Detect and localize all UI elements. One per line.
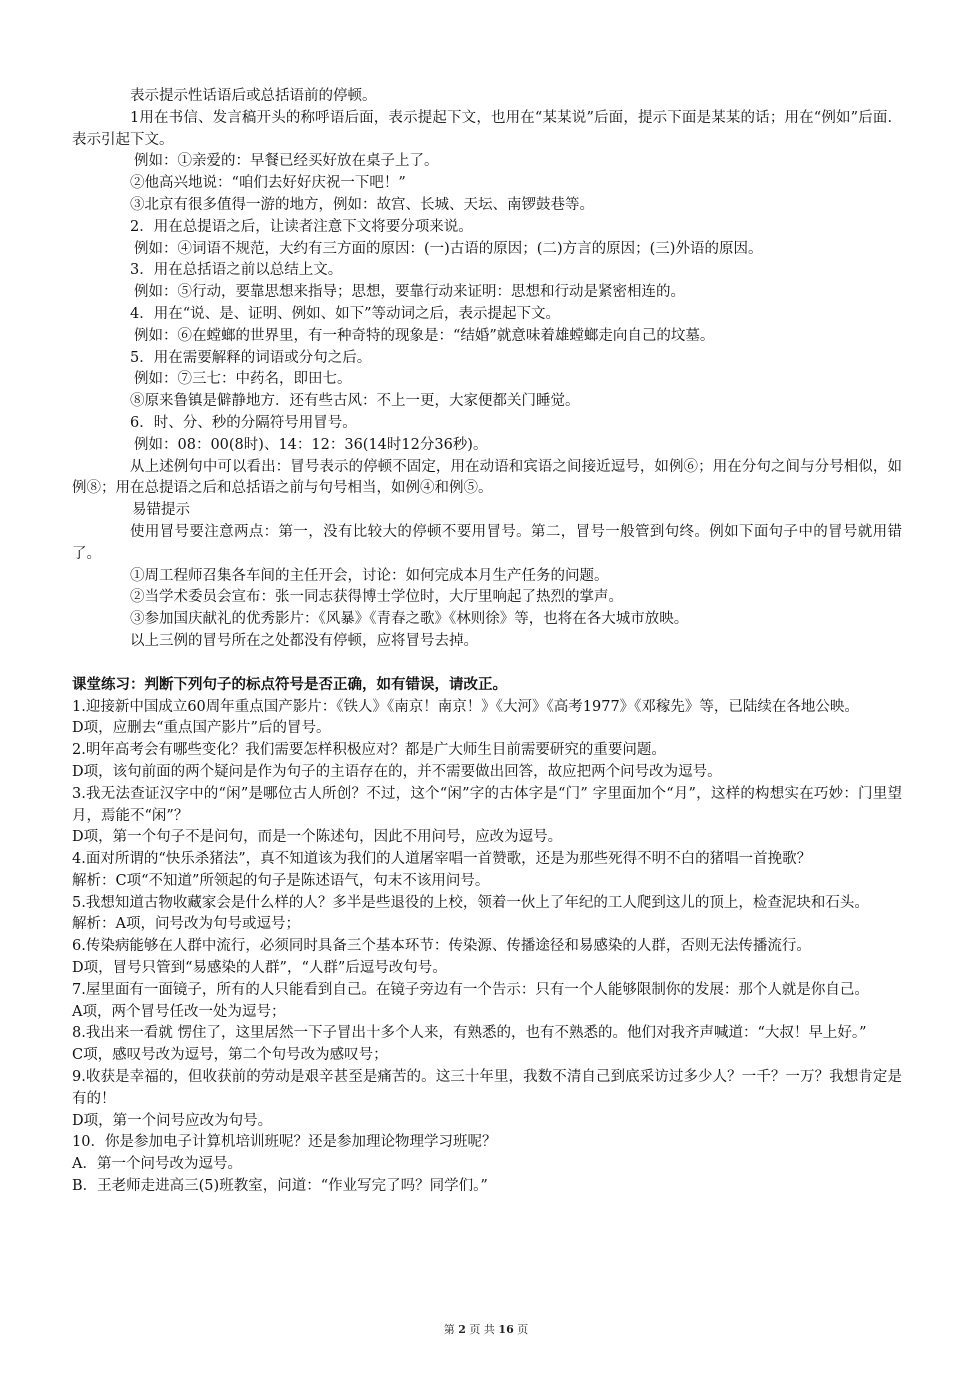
rule-line: 4．用在“说、是、证明、例如、如下”等动词之后，表示提起下文。 [130, 305, 561, 322]
text-line: 以上三例的冒号所在之处都没有停顿，应将冒号去掉。 [130, 632, 478, 649]
footer-mid: 页 共 [469, 1323, 495, 1336]
question: 4.面对所谓的“快乐杀猪法”，真不知道该为我们的人道屠宰唱一首赞歌，还是为那些死得不明不白的猪唱一首挽歌？ [72, 851, 812, 868]
answer: D项，冒号只管到“易感染的人群”，“人群”后逗号改句号。 [72, 960, 447, 977]
practice-heading: 课堂练习：判断下列句子的标点符号是否正确，如有错误，请改正。 [72, 676, 507, 693]
rule-line: 3．用在总括语之前以总结上文。 [130, 262, 343, 279]
answer: 解析：C项“不知道”所领起的句子是陈述语气，句末不该用问号。 [72, 872, 490, 889]
section-label: 易错提示 [132, 502, 190, 519]
footer-suffix: 页 [517, 1323, 529, 1336]
example-line: 例如：①亲爱的：早餐已经买好放在桌子上了。 [134, 153, 439, 170]
text-paragraph: 从上述例句中可以看出：冒号表示的停顿不固定，用在动语和宾语之间接近逗号，如例⑥；用在分句之间与分号相似，如例⑧；用在总提语之后和总括语之前与句号相当，如例④和例⑤。 [72, 458, 902, 497]
example-line: ①周工程师召集各车间的主任开会，讨论：如何完成本月生产任务的问题。 [130, 567, 609, 584]
page-footer [0, 1321, 972, 1337]
page-number: 2 [458, 1323, 466, 1336]
example-line: 例如：⑥在螳螂的世界里，有一种奇特的现象是：“结婚”就意味着雄螳螂走向自己的坟墓。 [134, 327, 715, 344]
question: 3.我无法查证汉字中的“闲”是哪位古人所创？不过，这个“闲”字的古体字是“门” 字里面加个“月”，这样的构想实在巧妙：门里望月，焉能不“闲”？ [72, 785, 902, 824]
example-line: ②当学术委员会宣布：张一同志获得博士学位时，大厅里响起了热烈的掌声。 [130, 589, 623, 606]
option: B．王老师走进高三(5)班教室，问道：“作业写完了吗？同学们。” [72, 1178, 488, 1195]
footer-prefix: 第 [443, 1323, 455, 1336]
example-line: ③北京有很多值得一游的地方，例如：故宫、长城、天坛、南锣鼓巷等。 [130, 196, 594, 213]
text-line: 表示提示性话语后或总括语前的停顿。 [130, 88, 377, 104]
answer: D项，第一个问号应改为句号。 [72, 1112, 273, 1129]
question: 7.屋里面有一面镜子，所有的人只能看到自己。在镜子旁边有一个告示：只有一个人能够限制你的发展：那个人就是你自己。 [72, 981, 869, 998]
example-line: ②他高兴地说：“咱们去好好庆祝一下吧！” [130, 175, 406, 192]
text-paragraph: 1用在书信、发言稿开头的称呼语后面，表示提起下文，也用在“某某说”后面，提示下面是某某的话；用在“例如”后面．表示引起下文。 [72, 109, 902, 148]
example-line: 例如：⑤行动，要靠思想来指导；思想，要靠行动来证明：思想和行动是紧密相连的。 [134, 284, 685, 301]
rule-line: 6．时、分、秒的分隔符号用冒号。 [130, 414, 357, 431]
answer: 解析：A项，问号改为句号或逗号； [72, 916, 300, 933]
text-paragraph: 使用冒号要注意两点：第一，没有比较大的停顿不要用冒号。第二，冒号一般管到句终。例如下面句子中的冒号就用错了。 [72, 523, 902, 562]
question: 9.收获是幸福的，但收获前的劳动是艰辛甚至是痛苦的。这三十年里，我数不清自己到底采访过多少人？一千？一万？我想肯定是有的！ [72, 1069, 902, 1107]
spacer [72, 653, 902, 675]
page-total: 16 [498, 1323, 514, 1336]
example-line: 例如：④词语不规范，大约有三方面的原因：(一)古语的原因；(二)方言的原因；(三)外语的原因。 [134, 240, 763, 257]
document-page [72, 86, 902, 1198]
question: 1.迎接新中国成立60周年重点国产影片：《铁人》《南京！南京！》《大河》《高考1977》《邓稼先》等，已陆续在各地公映。 [72, 698, 859, 715]
rule-line: 2．用在总提语之后，让读者注意下文将要分项来说。 [130, 218, 473, 235]
example-line: 例如：⑦三七：中药名，即田七。 [134, 371, 352, 388]
answer: D项，第一个句子不是问句，而是一个陈述句，因此不用问号，应改为逗号。 [72, 829, 563, 846]
answer: C项，感叹号改为逗号，第二个句号改为感叹号； [72, 1047, 388, 1064]
question: 8.我出来一看就 愣住了，这里居然一下子冒出十多个人来，有熟悉的，也有不熟悉的。他们对我齐声喊道：“大叔！早上好。” [72, 1025, 867, 1042]
question: 5.我想知道古物收藏家会是什么样的人？多半是些退役的上校，领着一伙上了年纪的工人爬到这儿的顶上，检查泥块和石头。 [72, 894, 869, 911]
example-line: 例如：08：00(8时)、14：12：36(14时12分36秒)。 [134, 436, 488, 453]
answer: D项，该句前面的两个疑问是作为句子的主语存在的，并不需要做出回答，故应把两个问号改为逗号。 [72, 763, 722, 780]
answer: A项，两个冒号任改一处为逗号； [72, 1003, 286, 1020]
question: 6.传染病能够在人群中流行，必须同时具备三个基本环节：传染源、传播途径和易感染的人群，否则无法传播流行。 [72, 938, 811, 955]
example-line: ③参加国庆献礼的优秀影片：《风暴》《青春之歌》《林则徐》等，也将在各大城市放映。 [130, 611, 689, 628]
example-line: ⑧原来鲁镇是僻静地方．还有些古风：不上一更，大家便都关门睡觉。 [130, 393, 580, 410]
answer: D项，应删去“重点国产影片”后的冒号。 [72, 720, 331, 737]
option: A．第一个问号改为逗号。 [72, 1156, 242, 1173]
question: 2.明年高考会有哪些变化？我们需要怎样积极应对？都是广大师生目前需要研究的重要问题。 [72, 742, 666, 759]
question: 10．你是参加电子计算机培训班呢？还是参加理论物理学习班呢？ [72, 1134, 497, 1151]
rule-line: 5．用在需要解释的词语或分句之后。 [130, 349, 372, 366]
